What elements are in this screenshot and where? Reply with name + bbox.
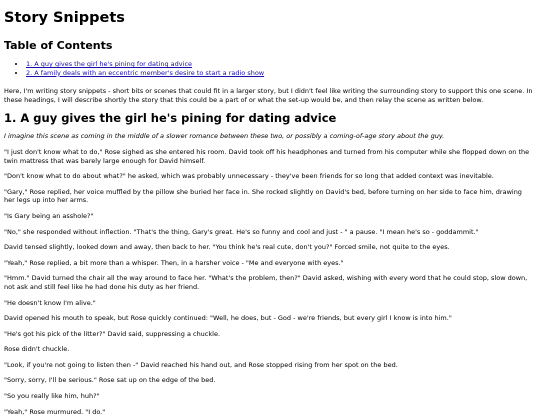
story-paragraph: David tensed slightly, looked down and away, then back to her. "You think he's real cute, don't you?" Forced smile, not quite to the eyes.	[4, 243, 450, 252]
page-title: Story Snippets	[4, 10, 125, 26]
story-paragraph: "Look, if you're not going to listen then -" David reached his hand out, and Rose stopped rising from her spot on the bed.	[4, 360, 398, 369]
toc-link-2[interactable]: 2. A family deals with an eccentric member's desire to start a radio show	[26, 68, 265, 77]
story-paragraph: "Don't know what to do about what?" he asked, which was probably unnecessary - they've been friends for so long that added context was inevitable.	[4, 172, 494, 181]
story-paragraph: "So you really like him, huh?"	[4, 392, 100, 401]
story-paragraph: "Hmm." David turned the chair all the way around to face her. "What's the problem, then?" David asked, wishing with every word that he could stop, slow down, not ask and still feel like he had done his duty as her friend.	[4, 274, 528, 291]
story-paragraph: "He's got his pick of the litter?" David said, suppressing a chuckle.	[4, 329, 221, 338]
toc-heading: Table of Contents	[4, 39, 113, 52]
toc-item	[26, 69, 534, 78]
section-heading: 1. A guy gives the girl he's pining for dating advice	[4, 111, 337, 126]
story-paragraph: "Yeah," Rose replied, a bit more than a whisper. Then, in a harsher voice - "Me and everyone with eyes."	[4, 258, 344, 267]
story-paragraph: "I just don't know what to do," Rose sighed as she entered his room. David took off his headphones and turned from his computer while she flopped down on the twin mattress that was barely large enough for David himself.	[4, 147, 530, 165]
story-paragraph: "Yeah," Rose murmured. "I do."	[4, 407, 106, 416]
story-paragraph: "He doesn't know I'm alive."	[4, 298, 96, 307]
story-paragraph: "Gary," Rose replied, her voice muffled by the pillow she buried her face in. She rocked slightly on David's bed, before turning on her side to face him, drawing her legs up into her arms.	[4, 187, 522, 205]
story-paragraph: "Sorry, sorry, I'll be serious." Rose sat up on the edge of the bed.	[4, 376, 216, 385]
toc-link-1[interactable]: 1. A guy gives the girl he's pining for dating advice	[26, 60, 193, 68]
table-of-contents	[4, 60, 534, 77]
story-paragraph: Rose didn't chuckle.	[4, 345, 70, 354]
toc-item	[26, 60, 534, 69]
story-paragraph: "No," she responded without inflection. "That's the thing, Gary's great. He's so funny and cool and just - " a pause. "I mean he's so - goddammit."	[4, 227, 479, 236]
story-paragraph: David opened his mouth to speak, but Rose quickly continued: "Well, he does, but - God - we're friends, but every girl I know is into him."	[4, 314, 452, 323]
section-setup: I imagine this scene as coming in the middle of a slower romance between these two, or possibly a coming-of-age story about the guy.	[4, 132, 445, 141]
story-paragraph: "Is Gary being an asshole?"	[4, 211, 94, 220]
intro-paragraph: Here, I'm writing story snippets - short bits or scenes that could fit in a larger story, but I didn't feel like writing the surrounding story to support this one scene. In these headings, I will describe shortly the story that this could be a part of or what the set-up would be, and then relay the scene as written below.	[4, 87, 533, 104]
